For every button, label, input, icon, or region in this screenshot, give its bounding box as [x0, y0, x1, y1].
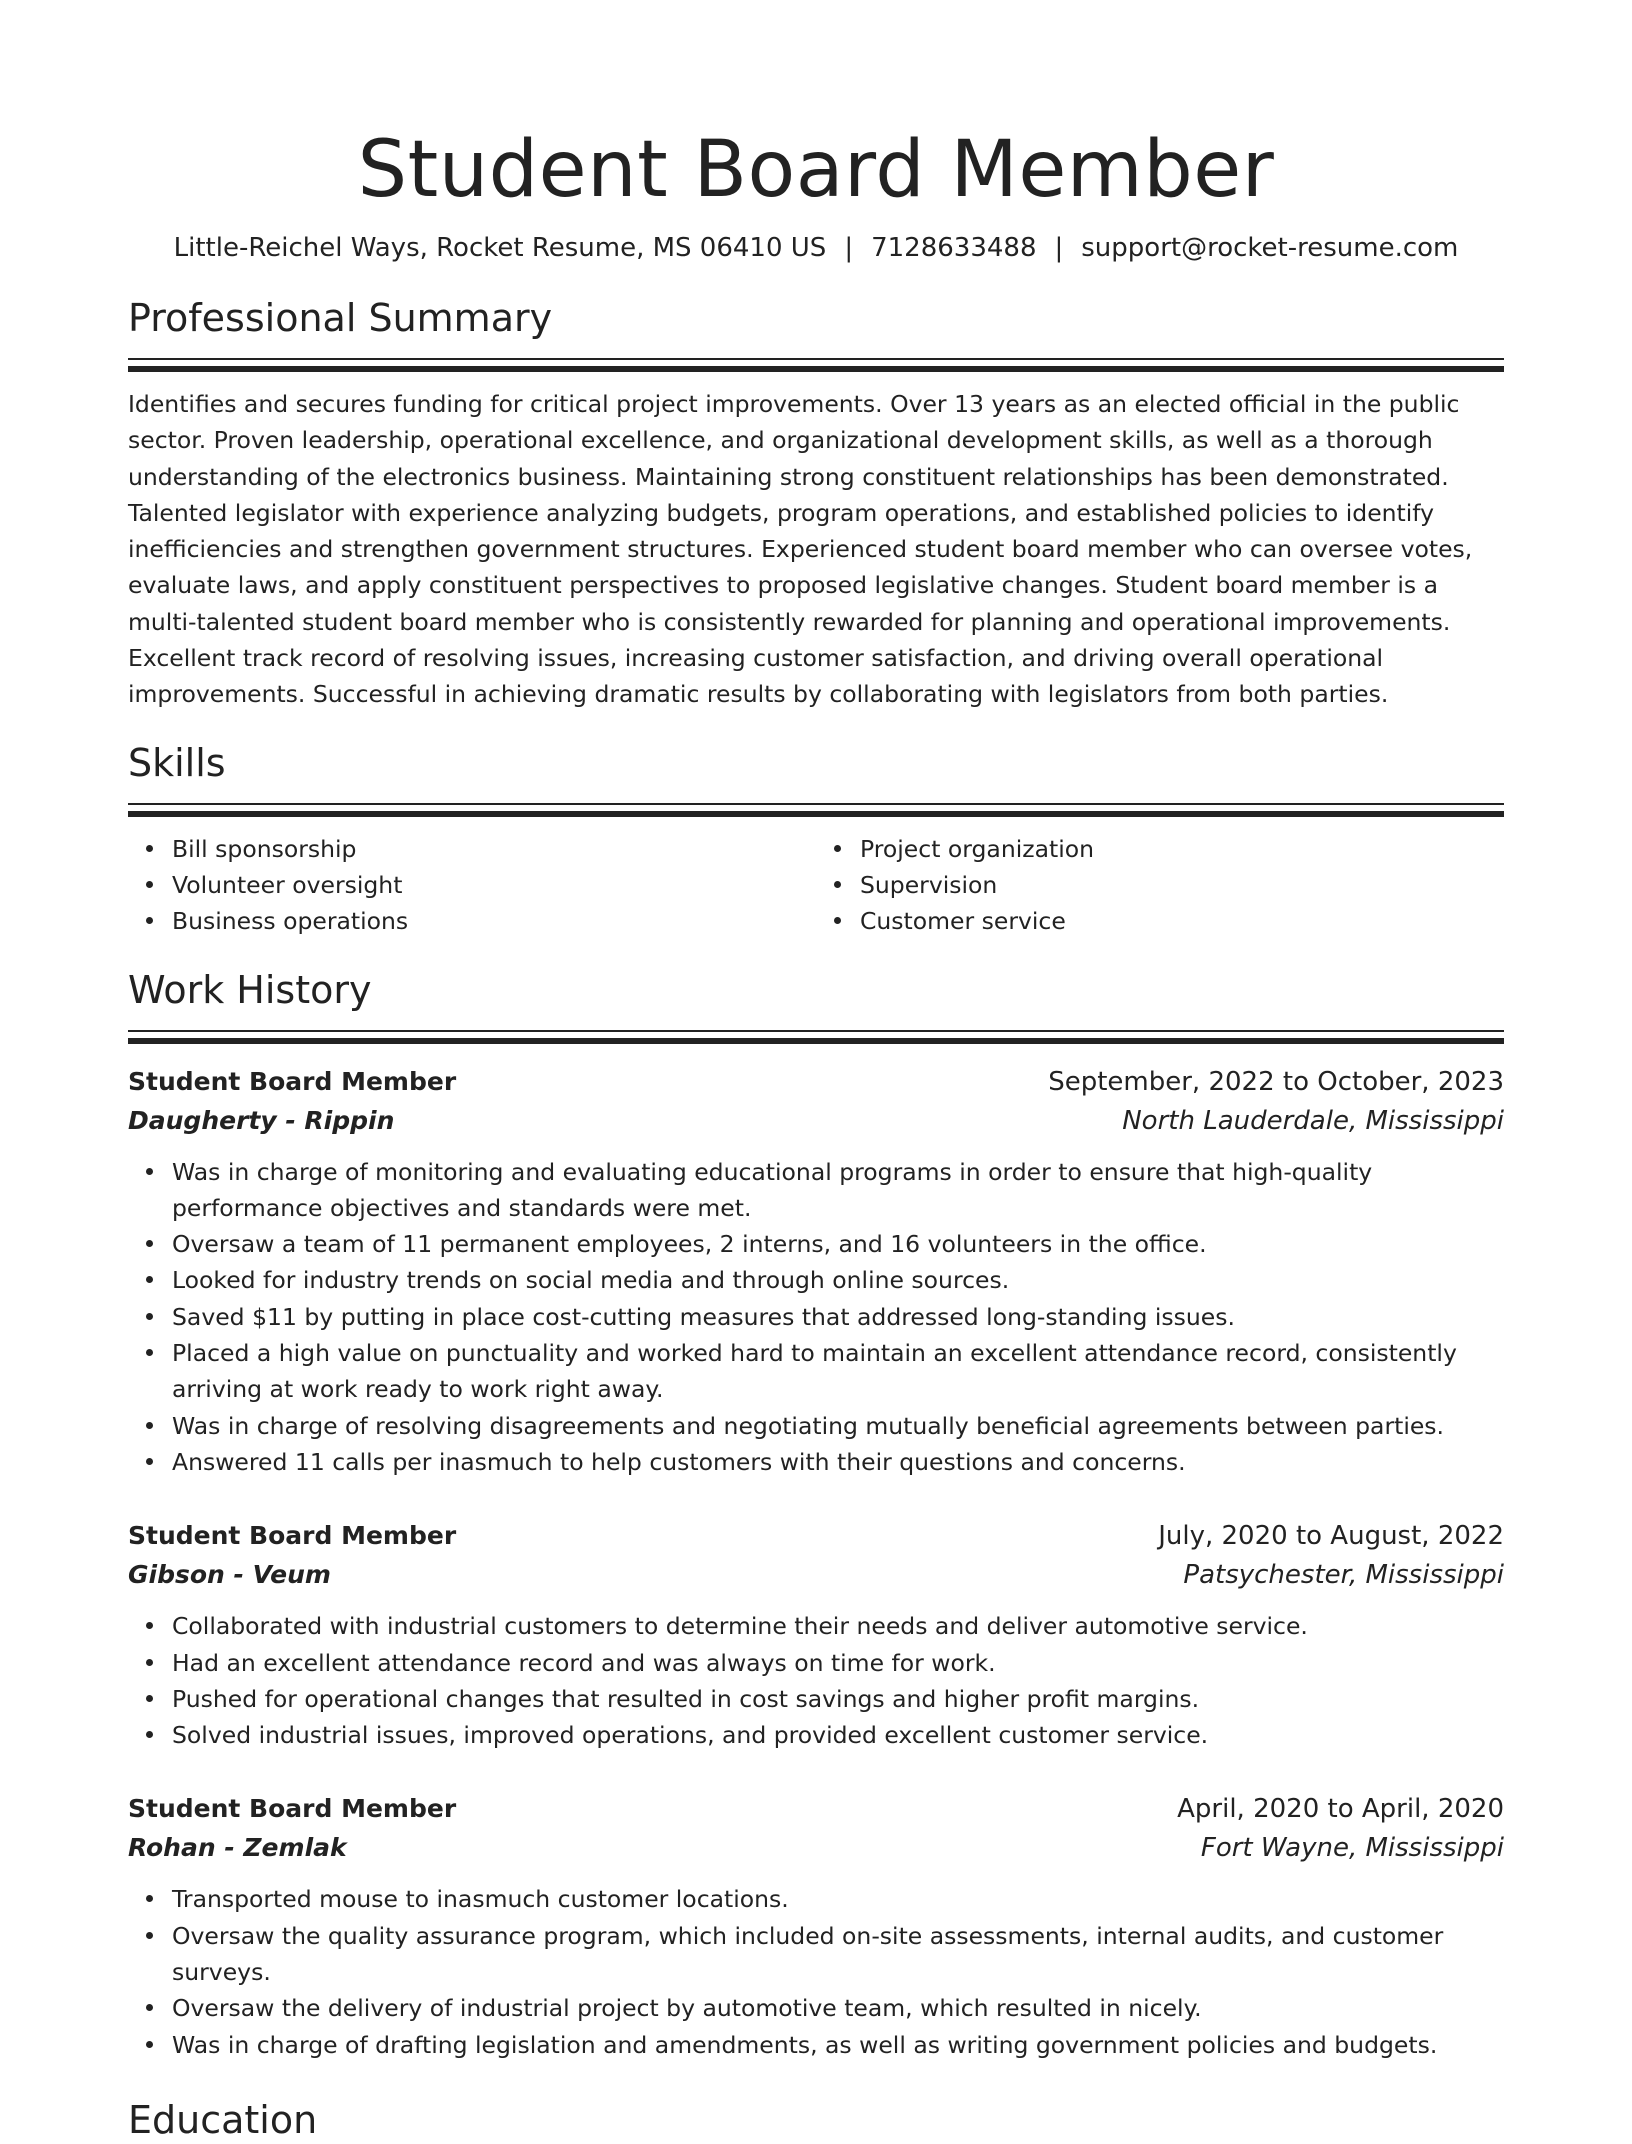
- job-dates: September, 2022 to October, 2023: [1048, 1066, 1504, 1097]
- skill-item: Business operations: [172, 903, 816, 939]
- contact-separator: |: [844, 233, 854, 263]
- job-company-row: [128, 1829, 1504, 1867]
- job-bullet: Was in charge of drafting legislation and amendments, as well as writing government policies and budgets.: [172, 2027, 1504, 2063]
- job-bullet: Was in charge of resolving disagreements and negotiating mutually beneficial agreements between parties.: [172, 1408, 1504, 1444]
- skill-item: Supervision: [860, 867, 1504, 903]
- contact-phone: 7128633488: [871, 233, 1037, 263]
- contact-separator: |: [1054, 233, 1064, 263]
- job-company-row: [128, 1556, 1504, 1594]
- job-company: Rohan - Zemlak: [128, 1833, 347, 1863]
- job-bullet-list: [128, 1154, 1504, 1481]
- job-bullet: Answered 11 calls per inasmuch to help customers with their questions and concerns.: [172, 1444, 1504, 1480]
- section-title-work-history: Work History: [128, 967, 372, 1012]
- job-bullet: Oversaw a team of 11 permanent employees, 2 interns, and 16 volunteers in the office.: [172, 1226, 1504, 1262]
- section-divider-thick: [128, 1038, 1504, 1044]
- section-divider: [128, 803, 1504, 805]
- work-history-section: [128, 966, 1504, 2063]
- job-company: Gibson - Veum: [128, 1560, 331, 1590]
- skills-columns: [128, 831, 1504, 940]
- job-title: Student Board Member: [128, 1066, 457, 1096]
- job-bullet: Oversaw the delivery of industrial project by automotive team, which resulted in nicely.: [172, 1990, 1504, 2026]
- section-title-summary: Professional Summary: [128, 296, 553, 340]
- section-divider-thick: [128, 811, 1504, 817]
- section-divider: [128, 358, 1504, 360]
- skill-item: Customer service: [860, 903, 1504, 939]
- skill-item: Volunteer oversight: [172, 867, 816, 903]
- job-header-row: [128, 1062, 1504, 1102]
- job-bullet: Pushed for operational changes that resulted in cost savings and higher profit margins.: [172, 1681, 1504, 1717]
- job-company: Daugherty - Rippin: [128, 1105, 395, 1135]
- job-entry: [128, 1789, 1504, 2062]
- job-bullet: Looked for industry trends on social media and through online sources.: [172, 1262, 1504, 1298]
- skill-item: Project organization: [860, 831, 1504, 867]
- skills-list-left: [128, 831, 816, 940]
- job-bullet: Was in charge of monitoring and evaluating educational programs in order to ensure that high-quality performance objectives and standards were met.: [172, 1154, 1504, 1227]
- job-title: Student Board Member: [128, 1521, 457, 1551]
- job-bullet: Had an excellent attendance record and was always on time for work.: [172, 1645, 1504, 1681]
- job-bullet-list: [128, 1608, 1504, 1753]
- job-bullet: Saved $11 by putting in place cost-cutting measures that addressed long-standing issues.: [172, 1299, 1504, 1335]
- job-dates: April, 2020 to April, 2020: [1177, 1794, 1504, 1825]
- job-bullet: Placed a high value on punctuality and worked hard to maintain an excellent attendance record, consistently arriving at work ready to work right away.: [172, 1335, 1504, 1408]
- job-bullet: Transported mouse to inasmuch customer locations.: [172, 1881, 1504, 1917]
- job-bullet-list: [128, 1881, 1504, 2062]
- job-entry: [128, 1062, 1504, 1481]
- job-location: North Lauderdale, Mississippi: [1122, 1105, 1504, 1136]
- contact-line: [128, 232, 1504, 264]
- section-title-education: Education: [128, 2098, 318, 2142]
- job-title: Student Board Member: [128, 1794, 457, 1824]
- professional-summary-section: [128, 294, 1504, 713]
- skills-list-right: [816, 831, 1504, 940]
- job-header-row: [128, 1516, 1504, 1556]
- resume-page: [128, 0, 1504, 2142]
- skill-item: Bill sponsorship: [172, 831, 816, 867]
- job-dates: July, 2020 to August, 2022: [1158, 1521, 1504, 1552]
- job-location: Patsychester, Mississippi: [1183, 1560, 1504, 1591]
- skills-section: [128, 739, 1504, 940]
- candidate-name: Student Board Member: [357, 125, 1275, 215]
- contact-address: Little-Reichel Ways, Rocket Resume, MS 06410 US: [173, 233, 827, 263]
- job-bullet: Oversaw the quality assurance program, which included on-site assessments, internal audits, and customer surveys.: [172, 1918, 1504, 1991]
- section-title-skills: Skills: [128, 740, 226, 785]
- section-divider: [128, 1030, 1504, 1032]
- section-divider-thick: [128, 366, 1504, 372]
- job-header-row: [128, 1789, 1504, 1829]
- job-bullet: Solved industrial issues, improved operations, and provided excellent customer service.: [172, 1717, 1504, 1753]
- job-bullet: Collaborated with industrial customers to determine their needs and deliver automotive service.: [172, 1608, 1504, 1644]
- job-entry: [128, 1516, 1504, 1753]
- contact-email: support@rocket-resume.com: [1081, 233, 1459, 263]
- job-location: Fort Wayne, Mississippi: [1200, 1833, 1504, 1864]
- job-company-row: [128, 1102, 1504, 1140]
- summary-text: Identifies and secures funding for critical project improvements. Over 13 years as an elected official in the public sector. Proven leadership, operational excellence, and organizational development skills, as well as a thorough understanding of the electronics business. Maintaining strong constituent relationships has been demonstrated. Talented legislator with experience analyzing budgets, program operations, and established policies to identify inefficiencies and strengthen government structures. Experienced student board member who can oversee votes, evaluate laws, and apply constituent perspectives to proposed legislative changes. Student board member is a multi-talented student board member who is consistently rewarded for planning and operational improvements. Excellent track record of resolving issues, increasing customer satisfaction, and driving overall operational improvements. Successful in achieving dramatic results by collaborating with legislators from both parties.: [128, 390, 1473, 709]
